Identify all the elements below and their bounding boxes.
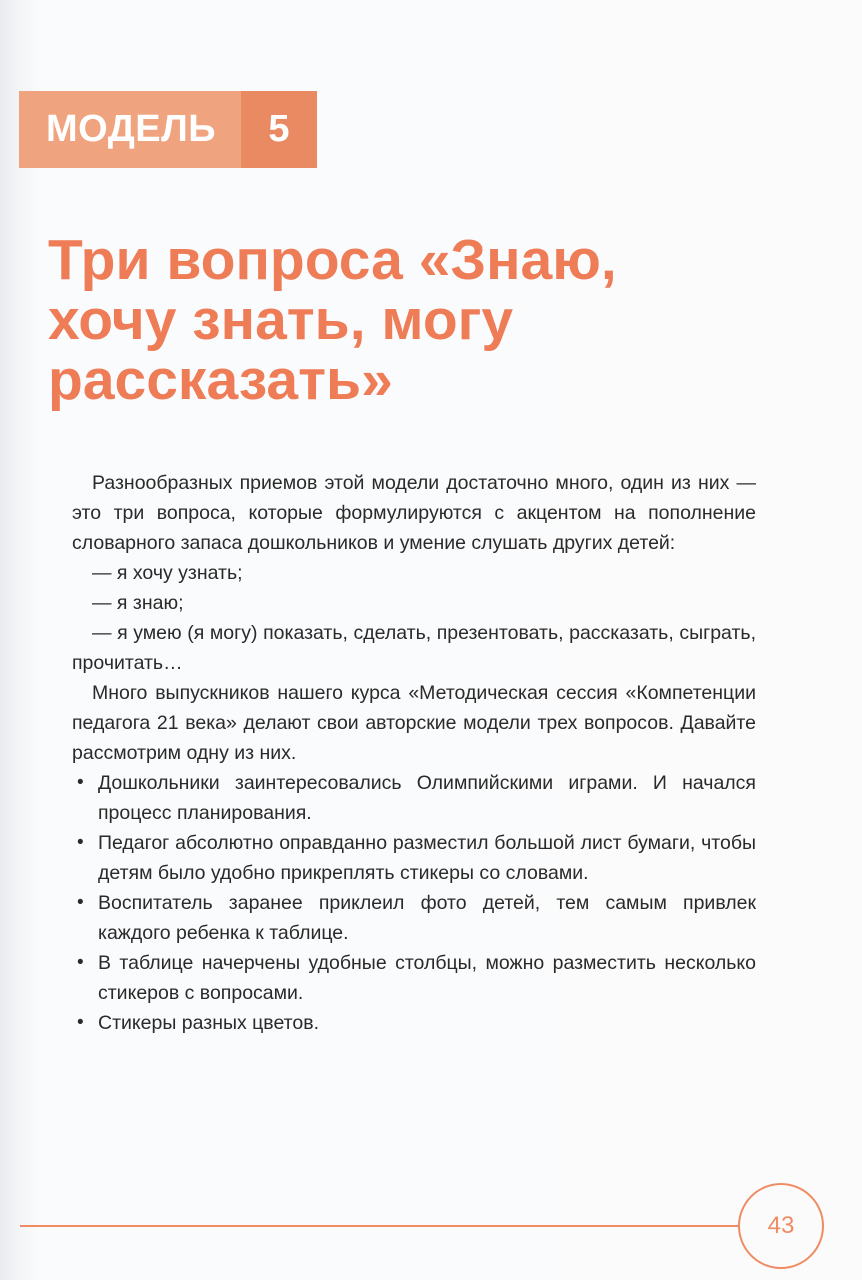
bullet-list — [72, 768, 756, 1038]
bullet-icon: • — [77, 832, 84, 853]
bullet-icon: • — [77, 1012, 84, 1033]
page-number-badge — [738, 1183, 824, 1269]
bullet-text: В таблице начерчены удобные столбцы, можно разместить несколько стикеров с вопросами. — [98, 952, 756, 1004]
dash-list — [72, 558, 756, 678]
bullet-text: Воспитатель заранее приклеил фото детей, тем самым привлек каждого ребенка к таблице. — [98, 892, 756, 944]
dash-item: — я знаю; — [92, 592, 184, 614]
body-text — [72, 468, 756, 1038]
section-label: МОДЕЛЬ — [19, 91, 241, 168]
bullet-icon: • — [77, 892, 84, 913]
bullet-item — [77, 768, 756, 828]
bullet-item — [77, 888, 756, 948]
page-number: 43 — [767, 1212, 795, 1239]
dash-item: — я хочу узнать; — [92, 562, 243, 584]
bullet-item — [77, 948, 756, 1008]
dash-item: — я умею (я могу) показать, сделать, презентовать, рассказать, сыграть, прочитать… — [72, 622, 756, 674]
second-paragraph: Много выпускников нашего курса «Методическая сессия «Компетенции педагога 21 века» делают свои авторские модели трех вопросов. Давайте рассмотрим одну из них. — [72, 682, 756, 764]
section-number: 5 — [241, 91, 317, 168]
bullet-text: Дошкольники заинтересовались Олимпийскими играми. И начался процесс планирования. — [98, 772, 756, 824]
intro-paragraph: Разнообразных приемов этой модели достаточно много, один из них — это три вопроса, которые формулируются с акцентом на пополнение словарного запаса дошкольников и умение слушать других детей: — [72, 472, 756, 554]
bullet-item — [77, 828, 756, 888]
title-line: Три вопроса «Знаю, — [48, 228, 617, 292]
bullet-text: Стикеры разных цветов. — [98, 1012, 319, 1034]
page-title — [48, 230, 768, 410]
bullet-text: Педагог абсолютно оправданно разместил большой лист бумаги, чтобы детям было удобно прикреплять стикеры со словами. — [98, 832, 756, 884]
section-header-tag — [19, 91, 317, 168]
bullet-item — [77, 1008, 756, 1038]
bullet-icon: • — [77, 772, 84, 793]
bullet-icon: • — [77, 952, 84, 973]
title-line: рассказать» — [48, 348, 393, 412]
title-line: хочу знать, могу — [48, 288, 514, 352]
footer-divider — [20, 1225, 742, 1227]
